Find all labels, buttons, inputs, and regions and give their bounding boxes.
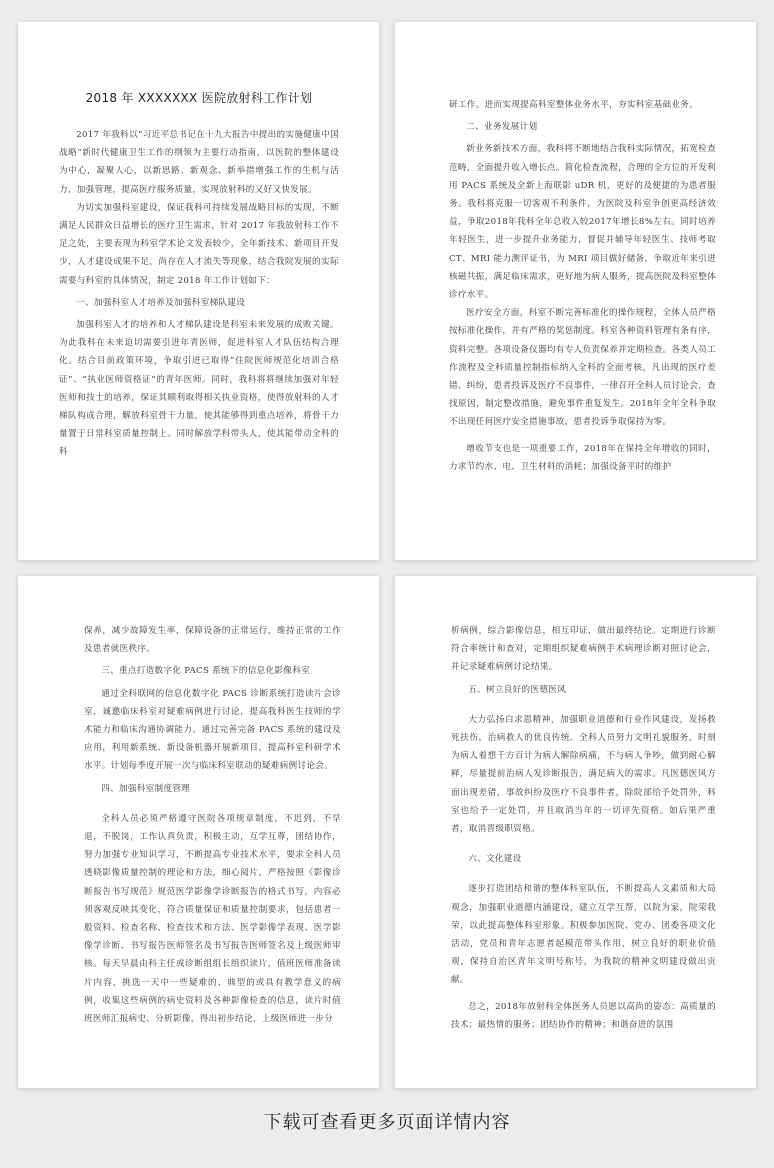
document-page-1: [18, 22, 379, 560]
summary-paragraph: 总之，2018年放射科全体医务人员愿以高尚的姿态：高质量的技术；最热情的服务；团结协作的精神；和谐奋进的氛围: [451, 1001, 716, 1030]
paragraph-gap: [451, 838, 716, 846]
section-5-paragraph: 大力弘扬白求恩精神，加强职业道德和行业作风建设，发扬救死扶伤，治病救人的优良传统。全科人员努力文明礼貌服务，时刻为病人着想千方百计为病人解除病痛，不与病人争吵，做到耐心解释，尽量提前治病人发诊断报告，满足病人的需求。凡医德医风方面出现差错，事故纠纷及医疗不良事件者，除院部给予处罚外，科室也给予一定处罚，并且取消当年的一切评先资格。如后果严重者，取消晋级职资格。: [451, 714, 716, 835]
intro-paragraph-1: 2017 年我科以“习近平总书记在十九大报告中提出的实施健康中国战略”新时代健康卫生工作的纲领为主要行动指南，以医院的整体建设为中心，凝聚人心，以新思路、新观念、新举措增强工作的生机与活力，加强管理，提高医疗服务质量，实现放射科的又好又快发展。: [59, 130, 339, 195]
paragraph-gap: [451, 703, 716, 711]
document-title: 2018 年 XXXXXXX 医院放射科工作计划: [85, 91, 313, 105]
document-page-2: [395, 22, 756, 560]
document-page-4: [395, 576, 756, 1088]
paragraph-gap: [451, 872, 716, 880]
section-heading-1: 一、加强科室人才培养及加强科室梯队建设: [76, 297, 246, 308]
section-heading-4: 四、加强科室制度管理: [101, 783, 191, 794]
section-heading-2: 二、业务发展计划: [466, 122, 538, 133]
continued-paragraph: 保养，减少故障发生率，保障设备的正常运行，维持正常的工作及患者就医秩序。: [84, 626, 341, 655]
section-heading-5: 五、树立良好的医德医风: [468, 684, 567, 695]
section-2-paragraph-savings: 增收节支也是一项重要工作，2018年在保持全年增收的同时，力求节约水、电、卫生材料的消耗；加强设备平时的维护: [449, 443, 716, 472]
paragraph-gap: [84, 802, 341, 810]
section-heading-6: 六、文化建设: [468, 854, 522, 865]
paragraph-gap: [449, 432, 716, 440]
continued-paragraph: 析病例，综合影像信息，相互印证，做出最终结论。定期进行诊断符合率统计和查对，定期组织疑难病例手术病理诊断对照讨论会，并记录疑难病例讨论结果。: [451, 626, 716, 673]
section-4-paragraph: 全科人员必须严格遵守医院各项规章制度，不迟到，不早退，不脱岗，工作认真负责，积极主动，互学互尊，团结协作，努力加强专业知识学习，不断提高专业技术水平，要求全科人员透晓影像质量控制的理论和方法，细心阅片，严格按照《影像诊断报告书写规范》规范医学影像学诊断报告的格式书写，内容必须客观反映其变化，符合质量保证和质量控制要求，包括患者一般资料、检查名称、检查技术和方法、医学影像学表现、医学影像学诊断、书写报告医师签名及书写报告医师签名及上级医师审核。每天早晨由科主任或诊断组组长组织读片，值班医师准备读片内容，挑选一天中一些疑难的、典型的或具有教学意义的病例，收集这些病例的病史资料及各种影像检查的信息，读片时值班医师汇报病史、分析影像，得出初步结论，上级医师进一步分: [84, 813, 341, 1025]
section-3-paragraph: 通过全科联网的信息化数字化 PACS 诊断系统打造读片会诊室，诚邀临床科室对疑难病例进行讨论，提高我科医生技师的学术能力和临床沟通协调能力。通过完善完备 PACS 系统的建设及应用，利用新系统、新设备机器开展新项目，提高科室科研学术水平。计划每季度开展一次与临床科室联动的疑难病例讨论会。: [84, 688, 341, 772]
section-2-paragraph-safety: 医疗安全方面，科室不断完善标准化的操作规程，全体人员严格按标准化操作，并有严格的奖惩制度。科室各种资料管理有条有序，资料完整。各项设备仪器均有专人负责保养并定期检查。各类人员工作流程及全科质量控制指标纳入全科的全面考核，凡出现的医疗差错、纠纷，患者投诉及医疗不良事件，一律召开全科人员讨论会，查找原因，制定整改措施，避免事件重复发生。2018年全年全科争取不出现任何医疗安全措施事故，患者投诉争取保持为零。: [449, 308, 716, 428]
document-page-3: [18, 576, 379, 1088]
section-2-paragraph-business: 新业务新技术方面，我科将不断地结合我科实际情况，拓宽检查范畴，全面提升收入增长点。简化检查流程，合理的全方位的开发利用 PACS 系统及全新上海联影 uDR 机，更好的及便捷的为患者服务。我科将克服一切客观不利条件，为医院及科室争创更高经济效益，争取2018年我科全年总收入较2017年增长8%左右。同时培养年轻医生，进一步提升业务能力，督促并辅导年轻医生、技师考取 CT、MRI 能力测评证书，为 MRI 项目做好储备，争取近年来引进核磁共振，满足临床需求，更好地为病人服务，提高医院及科室整体诊疗水平。: [449, 144, 716, 301]
download-more-prompt[interactable]: 下载可查看更多页面详情内容: [263, 1112, 511, 1133]
section-1-paragraph: 加强科室人才的培养和人才梯队建设是科室未来发展的成败关键。为此我科在未来迫切需要引进年青医师，促进科室人才队伍结构合理化。结合目前政策环境，争取引进已取得“住院医师规范化培训合格证”、“执业医师资格证”的青年医师。同时，我科将将继续加强对年轻医师和技士的培养，保证其顺利取得相关执业资格，使得放射科的人才梯队构成合理，解放科室骨干力量，使其能够得到重点培养，将骨干力量置于日常科室质量控制上。同时解放学科带头人，使其能带动全科的科: [59, 320, 339, 458]
continued-paragraph: 研工作。进而实现提高科室整体业务水平，夯实科室基础业务。: [449, 100, 699, 110]
paragraph-gap: [451, 990, 716, 998]
intro-paragraph-2: 为切实加强科室建设，保证我科可持续发展战略目标的实现，不断满足人民群众日益增长的医疗卫生需求，针对 2017 年我放射科工作不足之处，主要表现为科室学术论文发表较少，全年新技术、新项目开发少，人才建设成果不足，尚存在人才流失等现象，结合我院发展的实际需要与科室的具体情况，制定 2018 年工作计划如下：: [59, 202, 339, 286]
section-6-paragraph: 逐步打造团结和谐的整体科室队伍，不断提高人文素质和大局观念，加强职业道德内涵建设，建立互学互帮，以院为家，院荣我荣，以此提高整体科室形象。积极参加医院、党办、团委各项文化活动，党员和青年志愿者起模范带头作用，树立良好的职业价值观，保持自治区青年文明号称号，为我院的精神文明建设做出贡献。: [451, 884, 716, 986]
section-heading-3: 三、重点打造数字化 PACS 系统下的信息化影像科室: [101, 666, 310, 677]
